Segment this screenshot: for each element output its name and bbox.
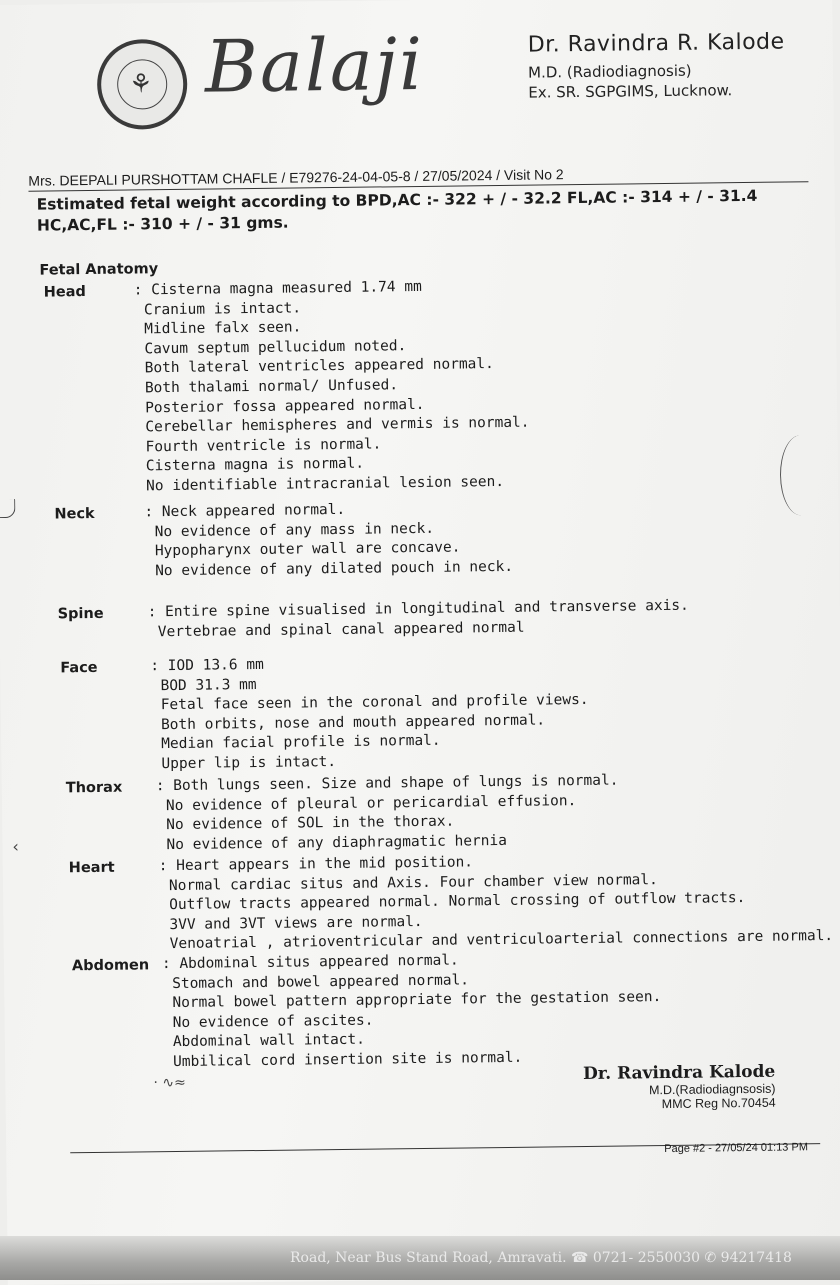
lungs-icon: ⚘ bbox=[129, 69, 153, 100]
finding-line: No evidence of any dilated pouch in neck. bbox=[155, 558, 514, 580]
pen-tick-mark-icon: ‹ bbox=[12, 836, 20, 856]
finding-line: : IOD 13.6 mm bbox=[150, 656, 264, 675]
finding-line: : Heart appears in the mid position. bbox=[158, 854, 474, 875]
finding-line: : Both lungs seen. Size and shape of lungs is normal. bbox=[155, 772, 619, 795]
doctor-header bbox=[528, 30, 786, 102]
finding-line: Cisterna magna is normal. bbox=[145, 456, 365, 475]
doctor-qualification: M.D. (Radiodiagnosis) bbox=[527, 61, 692, 82]
section-label: Thorax bbox=[65, 779, 123, 797]
doctor-experience: Ex. SR. SGPGIMS, Lucknow. bbox=[528, 81, 733, 102]
finding-line: Normal cardiac situs and Axis. Four chamber view normal. bbox=[168, 871, 658, 894]
section-body bbox=[144, 499, 513, 582]
finding-line: No evidence of any mass in neck. bbox=[154, 520, 435, 540]
finding-line: : Entire spine visualised in longitudinal and transverse axis. bbox=[147, 597, 689, 621]
pen-mark-icon bbox=[0, 499, 15, 518]
signatory-qualification: M.D.(Radiodiagnsosis) bbox=[648, 1081, 776, 1098]
signatory-name: Dr. Ravindra Kalode bbox=[582, 1061, 776, 1085]
finding-line: Fourth ventricle is normal. bbox=[145, 436, 382, 456]
finding-line: : Abdominal situs appeared normal. bbox=[161, 952, 459, 973]
handwritten-initials-icon: ‧ ∿≈ bbox=[153, 1074, 186, 1092]
finding-line: Both orbits, nose and mouth appeared normal. bbox=[160, 712, 546, 733]
finding-line: Abdominal wall intact. bbox=[172, 1032, 366, 1051]
signatory-registration: MMC Reg No.70454 bbox=[661, 1095, 776, 1112]
finding-line: Fetal face seen in the coronal and profile views. bbox=[160, 692, 589, 714]
finding-line: Median facial profile is normal. bbox=[161, 733, 441, 753]
finding-line: Outflow tracts appeared normal. Normal crossing of outflow tracts. bbox=[169, 890, 746, 914]
section-label: Neck bbox=[54, 505, 95, 523]
finding-line: Both thalami normal/ Unfused. bbox=[144, 377, 399, 397]
finding-line: Both lateral ventricles appeared normal. bbox=[144, 356, 494, 377]
finding-line: Venoatrial , atrioventricular and ventriculoarterial connections are normal. bbox=[169, 928, 834, 953]
finding-line: Vertebrae and spinal canal appeared normal bbox=[157, 619, 525, 640]
finding-line: Cavum septum pellucidum noted. bbox=[144, 337, 407, 358]
finding-line: No evidence of ascites. bbox=[172, 1012, 374, 1031]
fetal-anatomy-title: Fetal Anatomy bbox=[39, 261, 159, 279]
pen-arc-mark-icon bbox=[780, 435, 822, 515]
page-info: Page #2 - 27/05/24 01:13 PM bbox=[664, 1141, 809, 1156]
finding-line: Upper lip is intact. bbox=[161, 754, 337, 773]
footer-address: Road, Near Bus Stand Road, Amravati. ☎ 0721- 2550030 ✆ 94217418 bbox=[290, 1250, 792, 1266]
finding-line: No evidence of SOL in the thorax. bbox=[166, 813, 455, 834]
signature-block bbox=[570, 1062, 776, 1113]
section-body bbox=[148, 597, 690, 643]
section-label: Head bbox=[43, 284, 86, 301]
fetal-weight-line-1: Estimated fetal weight according to BPD,AC :- 322 + / - 32.2 FL,AC :- 314 + / - 31.4 bbox=[36, 186, 758, 214]
finding-line: Stomach and bowel appeared normal. bbox=[172, 972, 470, 992]
finding-line: Cerebellar hemispheres and vermis is normal. bbox=[145, 414, 530, 436]
finding-line: : Cisterna magna measured 1.74 mm bbox=[133, 278, 422, 299]
section-body bbox=[150, 652, 589, 775]
finding-line: Umbilical cord insertion site is normal. bbox=[173, 1049, 523, 1071]
finding-line: No evidence of any diaphragmatic hernia bbox=[166, 832, 508, 853]
finding-line: No identifiable intracranial lesion seen. bbox=[146, 473, 505, 495]
clinic-logo-text: Balaji bbox=[204, 21, 425, 109]
finding-line: BOD 31.3 mm bbox=[160, 676, 257, 694]
finding-line: Posterior fossa appeared normal. bbox=[145, 396, 425, 416]
doctor-name: Dr. Ravindra R. Kalode bbox=[527, 29, 785, 58]
finding-line: Normal bowel pattern appropriate for the gestation seen. bbox=[172, 989, 662, 1012]
finding-line: Cranium is intact. bbox=[143, 300, 302, 318]
finding-line: Hypopharynx outer wall are concave. bbox=[154, 539, 461, 560]
section-label: Face bbox=[60, 659, 98, 677]
section-body bbox=[134, 277, 531, 497]
finding-line: No evidence of pleural or pericardial effusion. bbox=[165, 792, 577, 814]
section-body bbox=[159, 849, 834, 955]
fetal-weight-line-2: HC,AC,FL :- 310 + / - 31 gms. bbox=[36, 213, 289, 235]
finding-line: 3VV and 3VT views are normal. bbox=[169, 913, 423, 933]
section-body bbox=[162, 949, 662, 1073]
finding-line: Midline falx seen. bbox=[144, 319, 302, 338]
section-label: Abdomen bbox=[71, 957, 150, 975]
section-body bbox=[156, 772, 620, 856]
section-label: Heart bbox=[68, 859, 115, 877]
finding-line: : Neck appeared normal. bbox=[144, 501, 346, 521]
fetal-weight-estimate bbox=[37, 185, 827, 237]
clinic-seal-logo bbox=[97, 39, 188, 130]
section-label: Spine bbox=[57, 605, 104, 623]
patient-info-line: Mrs. DEEPALI PURSHOTTAM CHAFLE / E79276-24-04-05-8 / 27/05/2024 / Visit No 2 bbox=[28, 163, 808, 192]
